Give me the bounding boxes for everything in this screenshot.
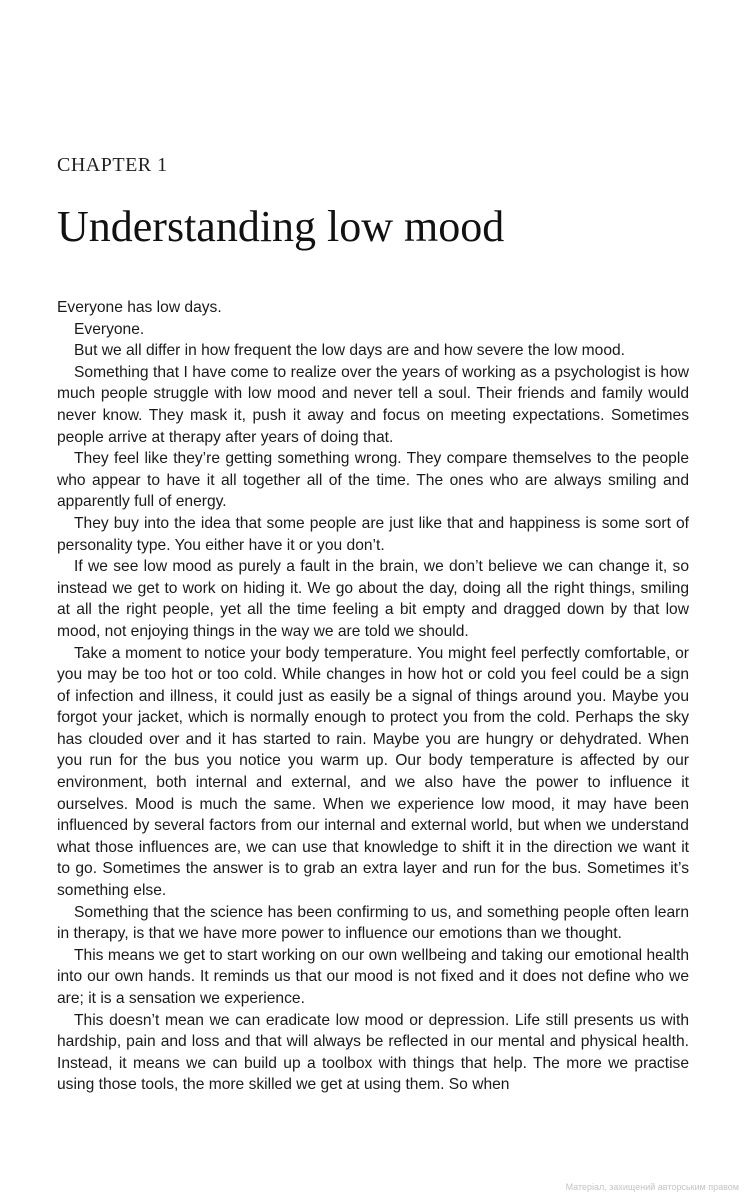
paragraph: They buy into the idea that some people are just like that and happiness is some sort of personality type. You either have it or you don’t.: [57, 514, 689, 554]
paragraph: If we see low mood as purely a fault in the brain, we don’t believe we can change it, so instead we get to work on hiding it. We go about the day, doing all the right things, smiling at all the right people, yet all the time feeling a bit empty and dragged down by that low mood, not enjoying things in the way we are told we should.: [57, 558, 689, 640]
paragraph: But we all differ in how frequent the low days are and how severe the low mood.: [74, 342, 626, 360]
paragraph: Something that the science has been confirming to us, and something people often learn in therapy, is that we have more power to influence our emotions than we thought.: [57, 903, 689, 943]
chapter-title: Understanding low mood: [57, 202, 505, 251]
copyright-watermark: Матеріал, захищений авторським правом: [565, 1182, 739, 1192]
paragraph: Take a moment to notice your body temperature. You might feel perfectly comfortable, or you may be too hot or too cold. While changes in how hot or cold you feel could be a sign of infection and illness, it could just as easily be a signal of things around you. Maybe you forgot your jacket, which is normally enough to protect you from the cold. Perhaps the sky has clouded over and it has started to rain. Maybe you are hungry or dehydrated. When you run for the bus you notice you warm up. Our body temperature is affected by our environment, both internal and external, and we also have the power to influence it ourselves. Mood is much the same. When we experience low mood, it may have been influenced by several factors from our internal and external world, but when we understand what those influences are, we can use that knowledge to shift it in the direction we want it to go. Sometimes the answer is to grab an extra layer and run for the bus. Sometimes it’s something else.: [57, 644, 689, 900]
chapter-label: CHAPTER 1: [57, 154, 168, 176]
paragraph: This means we get to start working on our own wellbeing and taking our emotional health into our own hands. It reminds us that our mood is not fixed and it does not define who we are; it is a sensation we experience.: [57, 946, 689, 1007]
chapter-body: [57, 297, 689, 1096]
paragraph: Everyone has low days.: [57, 299, 222, 316]
paragraph: They feel like they’re getting something wrong. They compare themselves to the people who appear to have it all together all of the time. The ones who are always smiling and apparently full of energy.: [57, 450, 689, 511]
paragraph: Everyone.: [74, 320, 145, 338]
paragraph: Something that I have come to realize over the years of working as a psychologist is how much people struggle with low mood and never tell a soul. Their friends and family would never know. They mask it, push it away and focus on meeting expectations. Sometimes people arrive at therapy after years of doing that.: [57, 363, 689, 446]
paragraph: This doesn’t mean we can eradicate low mood or depression. Life still presents us with hardship, pain and loss and that will always be reflected in our mental and physical health. Instead, it means we can build up a toolbox with things that help. The more we practise using those tools, the more skilled we get at using them. So when: [57, 1011, 689, 1094]
